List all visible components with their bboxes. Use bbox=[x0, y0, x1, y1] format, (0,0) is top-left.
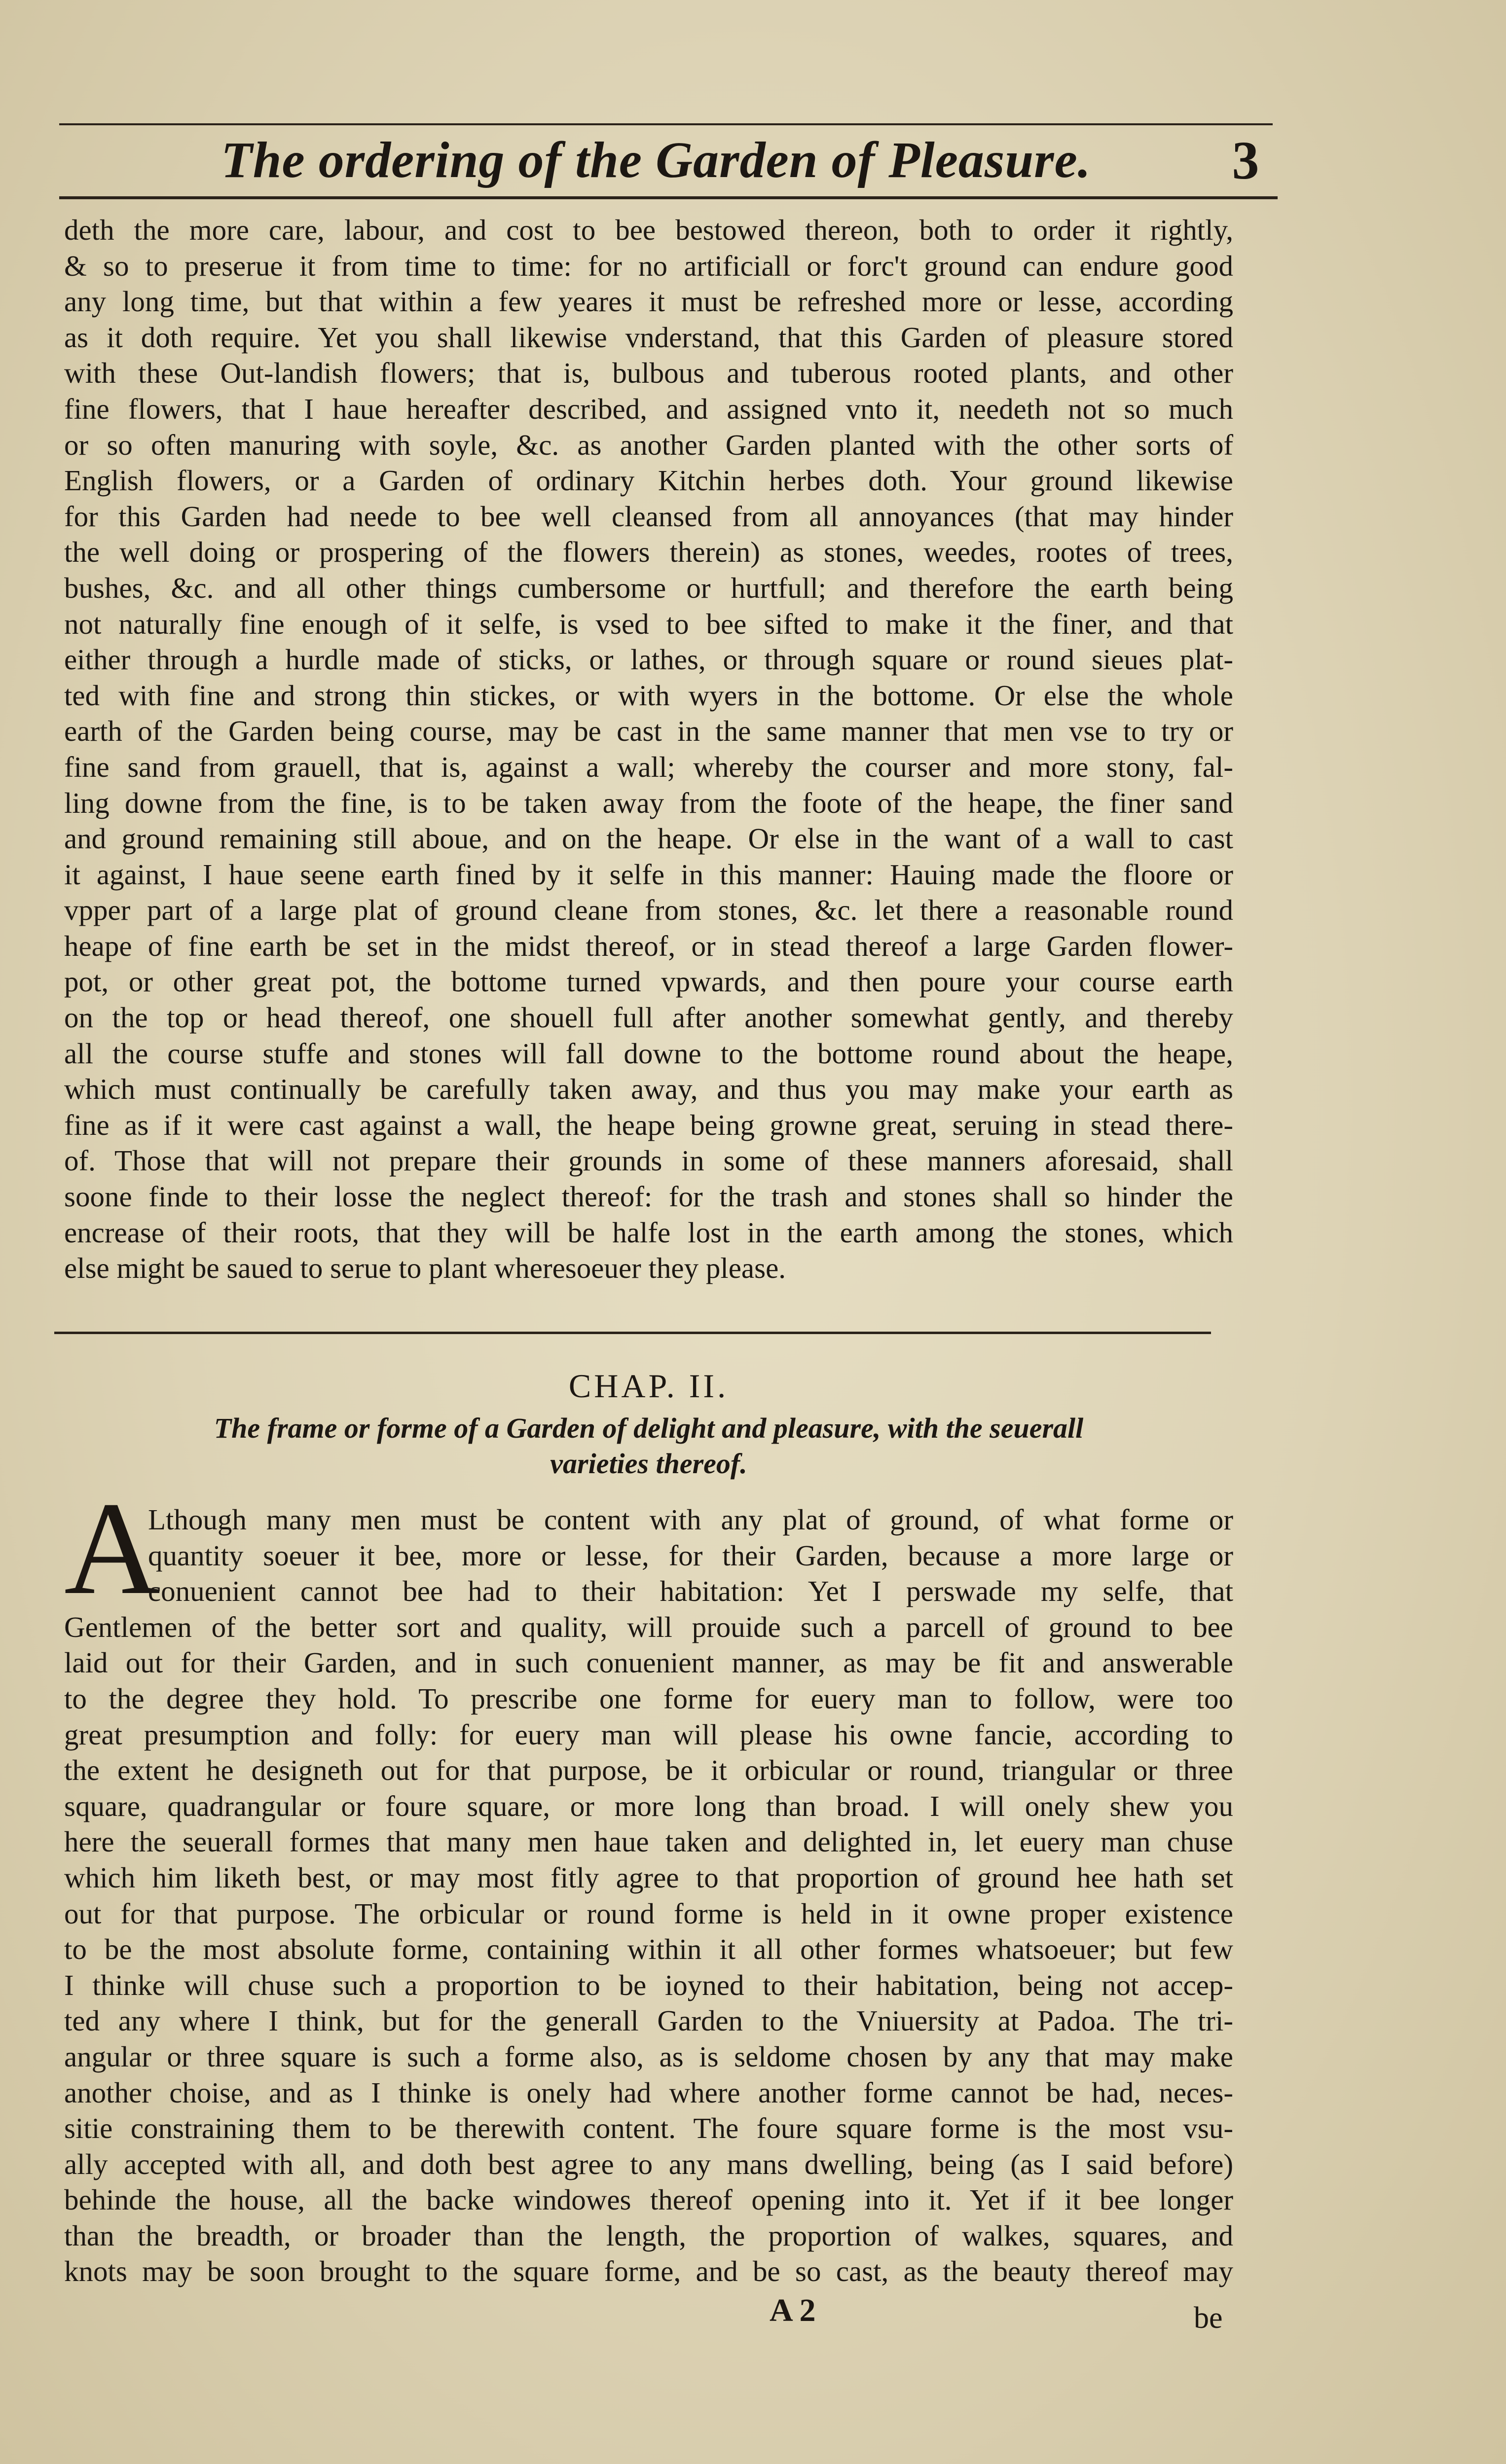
text-line: fine as if it were cast against a wall, the heape being growne great, seruing in stead there- bbox=[64, 1108, 1233, 1141]
text-line: English flowers, or a Garden of ordinary Kitchin herbes doth. Your ground likewise bbox=[64, 464, 1233, 497]
text-line: bushes, &c. and all other things cumbersome or hurtfull; and therefore the earth being bbox=[64, 571, 1233, 604]
text-line: sitie constraining them to be therewith content. The foure square forme is the most vsu- bbox=[64, 2112, 1233, 2145]
text-line: either through a hurdle made of sticks, or lathes, or through square or round sieues plat- bbox=[64, 643, 1233, 676]
text-line: soone finde to their losse the neglect thereof: for the trash and stones shall so hinder the bbox=[64, 1180, 1233, 1213]
text-line: than the breadth, or broader than the length, the proportion of walkes, squares, and bbox=[64, 2219, 1233, 2252]
page-number: 3 bbox=[1232, 130, 1259, 190]
text-line: all the course stuffe and stones will fall downe to the bottome round about the heape, bbox=[64, 1037, 1233, 1070]
text-line: Gentlemen of the better sort and quality, will prouide such a parcell of ground to bee bbox=[64, 1610, 1233, 1643]
text-line: which him liketh best, or may most fitly agree to that proportion of ground hee hath set bbox=[64, 1861, 1233, 1894]
body-text-top bbox=[64, 212, 1233, 1286]
body-text-chapter bbox=[64, 1609, 1233, 2289]
text-line: with these Out-landish flowers; that is, bulbous and tuberous rooted plants, and other bbox=[64, 357, 1233, 390]
header-rule-top bbox=[59, 123, 1273, 125]
text-line: Lthough many men must be content with any plat of ground, of what forme or bbox=[148, 1503, 1233, 1536]
text-line: for this Garden had neede to bee well cleansed from all annoyances (that may hinder bbox=[64, 500, 1233, 533]
text-line: fine flowers, that I haue hereafter described, and assigned vnto it, needeth not so much bbox=[64, 392, 1233, 425]
header-rule-bottom bbox=[59, 196, 1278, 199]
text-line: square, quadrangular or foure square, or more long than broad. I will onely shew you bbox=[64, 1789, 1233, 1822]
text-line: vpper part of a large plat of ground cleane from stones, &c. let there a reasonable round bbox=[64, 894, 1233, 927]
text-line: as it doth require. Yet you shall likewise vnderstand, that this Garden of pleasure stored bbox=[64, 321, 1233, 354]
chapter-heading: CHAP. II. bbox=[568, 1367, 729, 1405]
text-line: to the degree they hold. To prescribe one forme for euery man to follow, were too bbox=[64, 1682, 1233, 1715]
text-line: & so to preserue it from time to time: for no artificiall or forc't ground can endure good bbox=[64, 249, 1233, 282]
text-line: great presumption and folly: for euery man will please his owne fancie, according to bbox=[64, 1718, 1233, 1751]
body-text-chapter-indented bbox=[148, 1502, 1233, 1609]
text-line: knots may be soon brought to the square forme, and be so cast, as the beauty thereof may bbox=[64, 2255, 1233, 2288]
text-line: of. Those that will not prepare their grounds in some of these manners aforesaid, shall bbox=[64, 1144, 1233, 1177]
chapter-subtitle-line: varieties thereof. bbox=[550, 1448, 747, 1480]
chapter-subtitle-line: The frame or forme of a Garden of delight and pleasure, with the seuerall bbox=[214, 1412, 1084, 1444]
text-line: here the seuerall formes that many men haue taken and delighted in, let euery man chuse bbox=[64, 1825, 1233, 1858]
text-line: fine sand from grauell, that is, against a wall; whereby the courser and more stony, fal- bbox=[64, 750, 1233, 783]
text-line: earth of the Garden being course, may be cast in the same manner that men vse to try or bbox=[64, 715, 1233, 748]
drop-cap: A bbox=[64, 1475, 160, 1622]
text-line: behinde the house, all the backe windowes thereof opening into it. Yet if it bee longer bbox=[64, 2183, 1233, 2216]
signature-mark: A 2 bbox=[770, 2292, 816, 2328]
text-line: heape of fine earth be set in the midst thereof, or in stead thereof a large Garden flower- bbox=[64, 929, 1233, 962]
text-line: not naturally fine enough of it selfe, is vsed to bee sifted to make it the finer, and that bbox=[64, 607, 1233, 640]
text-line: the well doing or prospering of the flowers therein) as stones, weedes, rootes of trees, bbox=[64, 536, 1233, 569]
text-line: and ground remaining still aboue, and on the heape. Or else in the want of a wall to cast bbox=[64, 822, 1233, 855]
text-line: which must continually be carefully taken away, and thus you may make your earth as bbox=[64, 1073, 1233, 1106]
text-line: the extent he designeth out for that purpose, be it orbicular or round, triangular or three bbox=[64, 1754, 1233, 1787]
text-line-last: else might be saued to serue to plant wheresoeuer they please. bbox=[64, 1252, 786, 1285]
text-line: deth the more care, labour, and cost to bee bestowed thereon, both to order it rightly, bbox=[64, 214, 1233, 246]
text-line: encrease of their roots, that they will be halfe lost in the earth among the stones, which bbox=[64, 1216, 1233, 1249]
catchword: be bbox=[1194, 2301, 1223, 2335]
text-line: quantity soeuer it bee, more or lesse, for their Garden, because a more large or bbox=[148, 1539, 1233, 1572]
text-line: to be the most absolute forme, containing within it all other formes whatsoeuer; but few bbox=[64, 1933, 1233, 1966]
text-line: conuenient cannot bee had to their habitation: Yet I perswade my selfe, that bbox=[148, 1575, 1233, 1608]
text-line: on the top or head thereof, one shouell full after another somewhat gently, and thereby bbox=[64, 1001, 1233, 1034]
text-line: out for that purpose. The orbicular or round forme is held in it owne proper existence bbox=[64, 1897, 1233, 1930]
text-line: ally accepted with all, and doth best agree to any mans dwelling, being (as I said before) bbox=[64, 2147, 1233, 2180]
text-line: I thinke will chuse such a proportion to be ioyned to their habitation, being not accep- bbox=[64, 1968, 1233, 2001]
text-line: ted any where I think, but for the generall Garden to the Vniuersity at Padoa. The tri- bbox=[64, 2004, 1233, 2037]
text-line: it against, I haue seene earth fined by it selfe in this manner: Hauing made the floore or bbox=[64, 858, 1233, 891]
text-line: ling downe from the fine, is to be taken away from the foote of the heape, the finer sand bbox=[64, 786, 1233, 819]
running-head-title: The ordering of the Garden of Pleasure. bbox=[221, 132, 1091, 188]
text-line: angular or three square is such a forme also, as is seldome chosen by any that may make bbox=[64, 2040, 1233, 2073]
text-line: pot, or other great pot, the bottome turned vpwards, and then poure your course earth bbox=[64, 965, 1233, 998]
text-line: or so often manuring with soyle, &c. as another Garden planted with the other sorts of bbox=[64, 428, 1233, 461]
chapter-subtitle bbox=[64, 1411, 1233, 1485]
text-line: laid out for their Garden, and in such conuenient manner, as may be fit and answerable bbox=[64, 1646, 1233, 1679]
section-divider-rule bbox=[54, 1332, 1211, 1334]
text-line: another choise, and as I thinke is onely had where another forme cannot be had, neces- bbox=[64, 2076, 1233, 2109]
text-line: ted with fine and strong thin stickes, or with wyers in the bottome. Or else the whole bbox=[64, 679, 1233, 712]
text-line: any long time, but that within a few yeares it must be refreshed more or lesse, according bbox=[64, 285, 1233, 318]
